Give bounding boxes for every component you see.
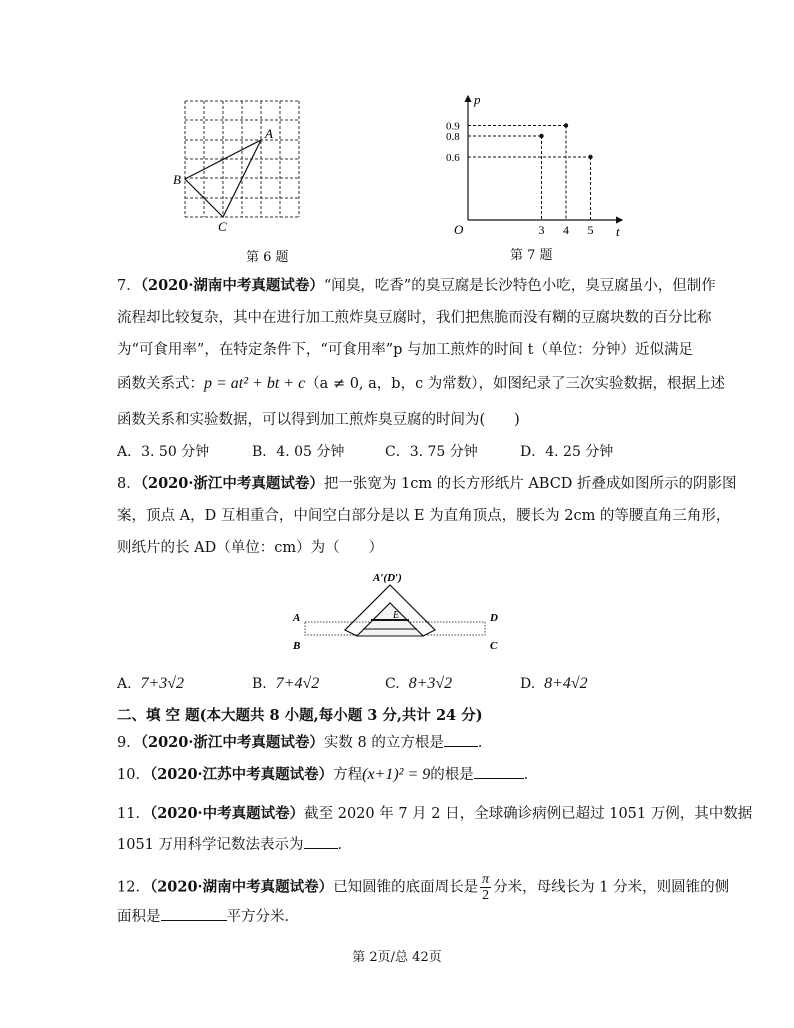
figure-6-diagram [170, 96, 310, 236]
q11-number: 11． [117, 806, 150, 822]
figure-8 [285, 568, 510, 656]
q8-text-1: 把一张宽为 1cm 的长方形纸片 ABCD 折叠成如图所示的阴影图 [323, 476, 737, 492]
q12-text-post: 分米，母线长为 1 分米，则圆锥的侧 [493, 879, 730, 896]
q9 [117, 732, 492, 753]
figure-6 [170, 96, 310, 265]
q11-end: ． [337, 837, 353, 853]
q8-option-c-letter: C. [385, 676, 400, 692]
figure-8-diagram [285, 568, 510, 656]
q8-source: （2020·浙江中考真题试卷） [140, 475, 324, 492]
q8-line-2: 案，顶点 A，D 互相重合，中间空白部分是以 E 为直角顶点，腰长为 2cm 的等腰直角三角形， [117, 508, 731, 524]
q7-condition: （a ≠ 0, a，b，c 为常数），如图纪录了三次实验数据，根据上述 [305, 376, 726, 392]
q9-text: 实数 8 的立方根是 [323, 735, 444, 751]
q11-line-1 [117, 804, 752, 824]
q7-line-5: 函数关系和实验数据，可以得到加工煎炸臭豆腐的时间为( ) [117, 412, 520, 428]
origin-label: O [454, 222, 464, 237]
label-a: A [265, 126, 273, 141]
q7-option-b[interactable]: B．4. 05 分钟 [252, 444, 345, 460]
q10-blank[interactable] [474, 764, 524, 779]
x-tick-1: 4 [563, 223, 569, 237]
q8-option-a-letter: A. [117, 676, 132, 692]
data-point-2 [588, 155, 592, 159]
q8-option-b-letter: B. [252, 676, 267, 692]
q10-equation: (x+1)² = 9 [362, 766, 431, 783]
figure-7 [440, 88, 640, 263]
q7-option-a[interactable]: A．3. 50 分钟 [117, 444, 210, 460]
x-tick-2: 5 [587, 223, 594, 237]
q10-source: （2020·江苏中考真题试卷） [149, 766, 334, 783]
q12-text-2-post: 平方分米． [226, 909, 299, 925]
q7-formula: p = at² + bt + c [204, 375, 306, 392]
q8-number: 8． [117, 476, 141, 492]
q7-line-1 [117, 276, 716, 296]
q11-line-2 [117, 834, 352, 855]
q7-option-d[interactable]: D．4. 25 分钟 [520, 444, 614, 460]
label-e: E [393, 610, 400, 621]
data-point-0 [539, 134, 543, 138]
q12-blank[interactable] [161, 906, 227, 921]
q8-option-d-value: 8+4√2 [544, 675, 588, 692]
q9-number: 9． [117, 735, 141, 751]
q12-number: 12． [117, 879, 150, 896]
label-c: C [218, 219, 227, 234]
q10-text: 方程 [333, 767, 363, 783]
y-tick-2: 0.6 [446, 152, 460, 164]
q8-option-c-value: 8+3√2 [408, 675, 453, 692]
q9-source: （2020·浙江中考真题试卷） [140, 734, 324, 751]
label-a8: A [293, 612, 301, 624]
q8-option-c[interactable] [385, 674, 452, 694]
q9-blank[interactable] [444, 732, 478, 747]
q12-line-2 [117, 906, 299, 927]
q8-line-3: 则纸片的长 AD（单位：cm）为（ ） [117, 540, 384, 556]
q8-option-a[interactable] [117, 674, 184, 694]
y-tick-1: 0.8 [446, 131, 460, 143]
y-axis-label: p [474, 92, 481, 107]
q7-option-c[interactable]: C．3. 75 分钟 [385, 444, 478, 460]
q10 [117, 764, 538, 785]
q7-line-3: 为“可食用率”，在特定条件下，“可食用率”p 与加工煎炸的时间 t（单位：分钟）近似满足 [117, 342, 693, 358]
q9-end: ． [477, 735, 493, 751]
q12-text-2-pre: 面积是 [117, 909, 161, 925]
page-footer: 第 2页/总 42页 [352, 950, 442, 965]
q8-option-b[interactable] [252, 674, 319, 694]
q8-line-1 [117, 474, 737, 494]
q7-number: 7． [117, 278, 141, 294]
section-2-title: 二、填 空 题(本大题共 8 小题,每小题 3 分,共计 24 分) [117, 707, 483, 724]
q7-line-4 [117, 374, 725, 394]
q10-number: 10． [117, 767, 150, 783]
q7-line-2: 流程却比较复杂，其中在进行加工煎炸臭豆腐时，我们把焦脆而没有糊的豆腐块数的百分比称 [117, 310, 712, 326]
figure-6-caption: 第 6 题 [246, 250, 289, 265]
figure-7-chart [440, 88, 640, 238]
q12-fraction-numerator: π [482, 872, 490, 887]
q7-text-4: 函数关系式： [117, 376, 204, 392]
q10-end: ． [523, 767, 539, 783]
q12-source: （2020·湖南中考真题试卷） [149, 878, 334, 896]
label-b: B [173, 172, 181, 187]
label-b8: B [293, 640, 301, 652]
q11-text-1: 截至 2020 年 7 月 2 日，全球确诊病例已超过 1051 万例，其中数据 [304, 806, 753, 822]
label-d8: D [490, 612, 498, 624]
x-tick-0: 3 [538, 223, 545, 237]
q11-blank[interactable] [304, 834, 338, 849]
x-axis-label: t [616, 224, 620, 238]
y-tick-0: 0.9 [446, 120, 460, 133]
data-point-1 [564, 123, 568, 127]
q8-option-d-letter: D. [520, 676, 536, 692]
q12-line-1 [117, 872, 729, 903]
q7-source: （2020·湖南中考真题试卷） [140, 277, 324, 294]
label-a-prime: A′(D′) [373, 572, 402, 584]
figure-7-caption: 第 7 题 [510, 248, 553, 263]
q12-fraction-denominator: 2 [482, 888, 490, 903]
q11-source: （2020·中考真题试卷） [149, 805, 305, 822]
q12-text-pre: 已知圆锥的底面周长是 [333, 879, 479, 896]
q8-option-b-value: 7+4√2 [275, 675, 320, 692]
label-c8: C [490, 640, 498, 652]
q12-fraction [480, 872, 491, 903]
q11-text-2: 1051 万用科学记数法表示为 [117, 837, 304, 853]
q10-text-2: 的根是 [430, 767, 474, 783]
q8-option-a-value: 7+3√2 [140, 675, 185, 692]
q7-text-1: “闻臭，吃香”的臭豆腐是长沙特色小吃，臭豆腐虽小，但制作 [323, 278, 716, 294]
q8-option-d[interactable] [520, 674, 588, 694]
